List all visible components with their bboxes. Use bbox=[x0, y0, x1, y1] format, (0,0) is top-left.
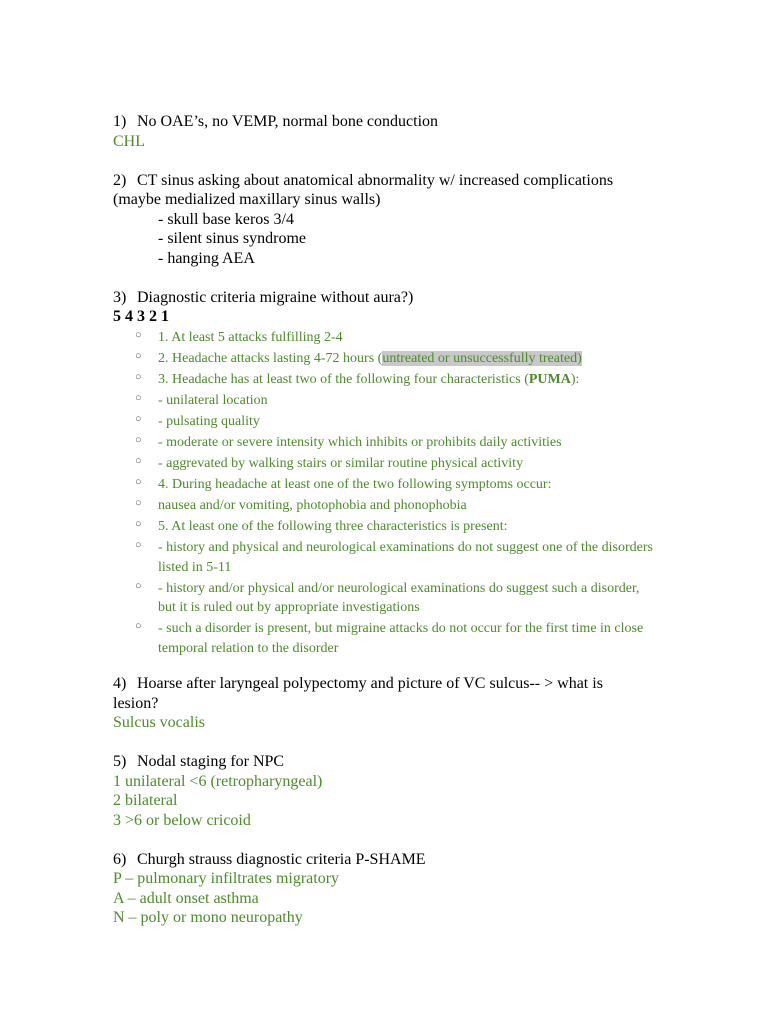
question-number: 1) bbox=[113, 113, 127, 130]
answer-line: P – pulmonary infiltrates migratory bbox=[113, 870, 340, 887]
circle-bullet-icon: ○ bbox=[135, 371, 142, 383]
circle-bullet-icon: ○ bbox=[135, 434, 142, 446]
question-text-continued: (maybe medialized maxillary sinus walls) bbox=[113, 191, 381, 208]
circle-bullet-icon: ○ bbox=[135, 350, 142, 362]
question-text: No OAE’s, no VEMP, normal bone conduction bbox=[137, 113, 439, 130]
list-item: ○ nausea and/or vomiting, photophobia and phonophobia bbox=[113, 496, 653, 516]
list-item: - skull base keros 3/4 bbox=[158, 210, 294, 228]
list-item: ○ - moderate or severe intensity which inhibits or prohibits daily activities bbox=[113, 433, 653, 453]
question-6 bbox=[113, 850, 653, 870]
list-item: - hanging AEA bbox=[158, 249, 255, 267]
question-text: Nodal staging for NPC bbox=[137, 753, 285, 770]
list-item: ○ 1. At least 5 attacks fulfilling 2-4 bbox=[113, 328, 653, 348]
question-number: 2) bbox=[113, 171, 127, 189]
mnemonic: 5 4 3 2 1 bbox=[113, 308, 169, 325]
question-text: Hoarse after laryngeal polypectomy and picture of VC sulcus-- > what is bbox=[137, 675, 603, 692]
circle-bullet-icon: ○ bbox=[135, 497, 142, 509]
question-text: CT sinus asking about anatomical abnormality w/ increased complications bbox=[137, 171, 614, 189]
question-3 bbox=[113, 288, 653, 308]
answer-line: N – poly or mono neuropathy bbox=[113, 909, 303, 926]
puma-mnemonic: PUMA bbox=[528, 372, 571, 387]
question-5 bbox=[113, 752, 653, 772]
answer-line: 3 >6 or below cricoid bbox=[113, 811, 251, 829]
answer-1: CHL bbox=[113, 132, 145, 150]
question-number: 4) bbox=[113, 675, 127, 692]
list-item: ○ - history and/or physical and/or neurological examinations do suggest such a disorder, but it is ruled out by appropriate investigations bbox=[113, 579, 653, 618]
list-item: ○ - unilateral location bbox=[113, 391, 653, 411]
circle-bullet-icon: ○ bbox=[135, 476, 142, 488]
question-4 bbox=[113, 674, 653, 694]
answer-line: 1 unilateral <6 (retropharyngeal) bbox=[113, 772, 323, 790]
list-item: ○ 4. During headache at least one of the two following symptoms occur: bbox=[113, 475, 653, 495]
highlighted-text: untreated or unsuccessfully treated) bbox=[382, 351, 582, 366]
answer-4: Sulcus vocalis bbox=[113, 714, 205, 731]
circle-bullet-icon: ○ bbox=[135, 329, 142, 341]
circle-bullet-icon: ○ bbox=[135, 392, 142, 404]
answer-line: A – adult onset asthma bbox=[113, 889, 259, 907]
question-text: Churgh strauss diagnostic criteria P-SHAME bbox=[137, 850, 426, 868]
list-item: ○ - such a disorder is present, but migraine attacks do not occur for the first time in close temporal relation to the disorder bbox=[113, 619, 653, 658]
list-item: - silent sinus syndrome bbox=[158, 230, 306, 247]
question-number: 5) bbox=[113, 753, 127, 770]
question-2 bbox=[113, 171, 653, 191]
list-item: ○ - history and physical and neurological examinations do not suggest one of the disorders listed in 5-11 bbox=[113, 538, 653, 577]
list-item: ○ - pulsating quality bbox=[113, 412, 653, 432]
question-text: Diagnostic criteria migraine without aura?) bbox=[137, 288, 414, 306]
question-1 bbox=[113, 112, 653, 132]
document-body bbox=[113, 112, 653, 928]
list-item: ○ - aggrevated by walking stairs or similar routine physical activity bbox=[113, 454, 653, 474]
list-item: ○ 5. At least one of the following three characteristics is present: bbox=[113, 517, 653, 537]
circle-bullet-icon: ○ bbox=[135, 455, 142, 467]
question-text-continued: lesion? bbox=[113, 694, 159, 712]
question-number: 3) bbox=[113, 288, 127, 306]
question-number: 6) bbox=[113, 850, 127, 868]
answer-line: 2 bilateral bbox=[113, 792, 178, 809]
circle-bullet-icon: ○ bbox=[135, 518, 142, 530]
circle-bullet-icon: ○ bbox=[135, 579, 142, 592]
circle-bullet-icon: ○ bbox=[135, 539, 142, 551]
circle-bullet-icon: ○ bbox=[135, 620, 142, 632]
list-item: ○ 3. Headache has at least two of the following four characteristics (PUMA): bbox=[113, 370, 653, 390]
circle-bullet-icon: ○ bbox=[135, 413, 142, 425]
criteria-list bbox=[113, 328, 653, 658]
list-item: ○ 2. Headache attacks lasting 4-72 hours (untreated or unsuccessfully treated) bbox=[113, 349, 653, 369]
